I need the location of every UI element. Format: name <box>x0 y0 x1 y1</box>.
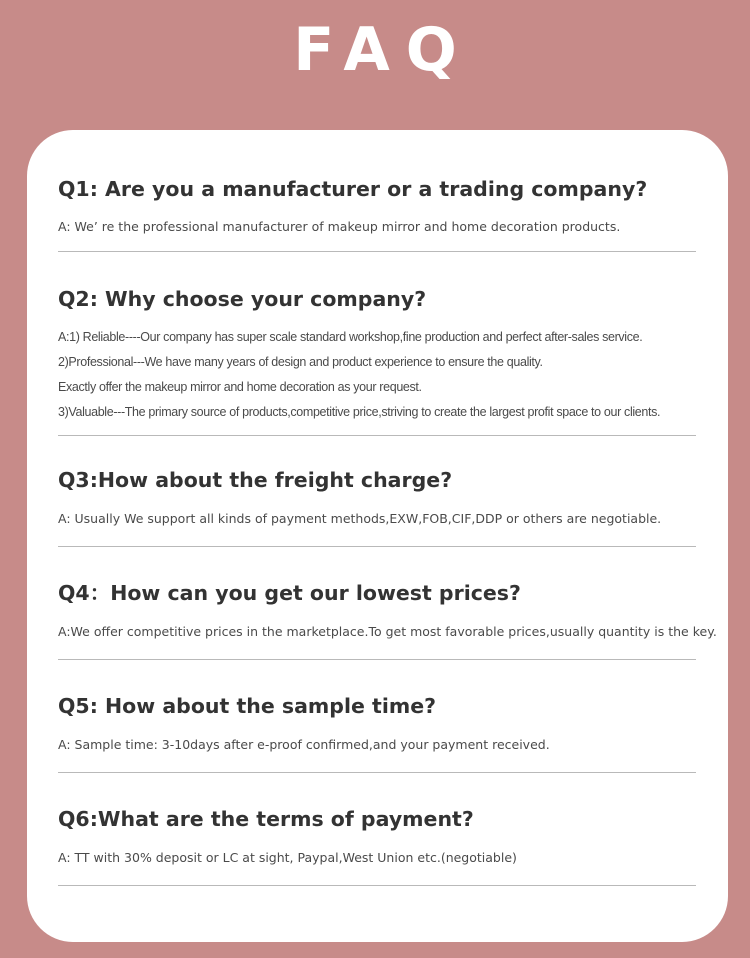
faq-question: Q4：How can you get our lowest prices? <box>58 581 521 605</box>
divider <box>58 659 696 660</box>
faq-question: Q5: How about the sample time? <box>58 694 437 718</box>
faq-answer-line: 2)Professional---We have many years of design and product experience to ensure the quality. <box>58 355 543 369</box>
faq-question: Q1: Are you a manufacturer or a trading company? <box>58 177 648 201</box>
faq-answer: A: Sample time: 3-10days after e-proof confirmed,and your payment received. <box>58 737 550 752</box>
faq-answer-line: 3)Valuable---The primary source of products,competitive price,striving to create the largest profit space to our clients. <box>58 405 661 419</box>
divider <box>58 251 696 252</box>
faq-question: Q3:How about the freight charge? <box>58 468 453 492</box>
divider <box>58 435 696 436</box>
faq-card <box>27 130 728 942</box>
faq-answer: A: Usually We support all kinds of payment methods,EXW,FOB,CIF,DDP or others are negotiable. <box>58 511 662 526</box>
faq-answer: A: We’ re the professional manufacturer of makeup mirror and home decoration products. <box>58 219 621 234</box>
divider <box>58 772 696 773</box>
faq-question: Q6:What are the terms of payment? <box>58 807 474 831</box>
faq-answer-line: A:1) Reliable----Our company has super scale standard workshop,fine production and perfect after-sales service. <box>58 330 643 344</box>
page-title: FAQ <box>293 15 473 85</box>
faq-answer: A:We offer competitive prices in the marketplace.To get most favorable prices,usually quantity is the key. <box>58 624 717 639</box>
faq-question: Q2: Why choose your company? <box>58 287 427 311</box>
faq-answer-line: Exactly offer the makeup mirror and home decoration as your request. <box>58 380 422 394</box>
divider <box>58 885 696 886</box>
divider <box>58 546 696 547</box>
faq-answer: A: TT with 30% deposit or LC at sight, Paypal,West Union etc.(negotiable) <box>58 850 517 865</box>
